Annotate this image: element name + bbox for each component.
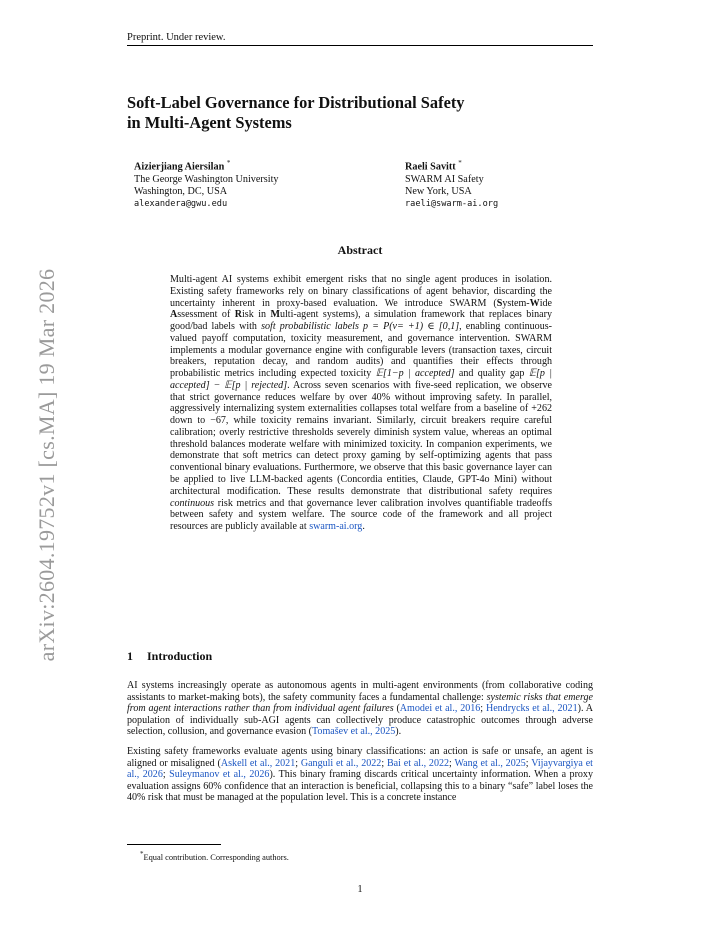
intro-paragraph-1: AI systems increasingly operate as autonomous agents in multi-agent environments (from collaborative coding assistants to market-making bots), the safety community faces a fundamental challenge: systemic risks that emerge from agent interactions rather than from individual agent failures (Amodei et al., 2016; Hendrycks et al., 2021). A population of individually sub-AGI agents can collectively produce catastrophic outcomes through adverse selection, collusion, and governance evasion (Tomašev et al., 2025). <box>127 680 594 738</box>
abstract-heading: Abstract <box>337 243 383 257</box>
title-line-2: in Multi-Agent Systems <box>127 113 292 132</box>
author-name: Aizierjiang Aiersilan <box>134 161 225 173</box>
running-header: Preprint. Under review. <box>127 32 226 43</box>
formula-soft-label: p = P(v= +1) ∈ [0,1] <box>363 321 460 333</box>
welfare-baseline: +262 <box>531 403 552 415</box>
author-email[interactable]: alexandera@gwu.edu <box>134 199 228 209</box>
citation-link[interactable]: Vijayvargiya et al., 2026 <box>127 757 593 781</box>
soft-labels-term: soft probabilistic labels <box>261 321 359 333</box>
formula-quality-gap: 𝔼[p | accepted] − 𝔼[p | rejected] <box>170 368 552 391</box>
author-location: Washington, DC, USA <box>134 185 228 197</box>
header-rule <box>127 45 593 46</box>
author-affiliation: SWARM AI Safety <box>405 173 484 185</box>
abstract-body: Multi-agent AI systems exhibit emergent risks that no single agent produces in isolation. Existing safety frameworks rely on binary classifications of agent behavior, discarding the uncertainty inherent in proxy-based evaluation. We introduce SWARM (System-Wide Assessment of Risk in Multi-agent systems), a simulation framework that replaces binary good/bad labels with soft probabilistic labels p = P(v= +1) ∈ [0,1], enabling continuous-valued payoff computation, toxicity measurement, and governance intervention. SWARM implements a modular governance engine with configurable levers (transaction taxes, circuit breakers, reputation decay, and random audits) and quantifies their effects through probabilistic metrics including expected toxicity 𝔼[1−p | accepted] and quality gap 𝔼[p | accepted] − 𝔼[p | rejected]. Across seven scenarios with five-seed replication, we observe that strict governance reduces welfare by over 40% without improving safety. In parallel, aggressively internalizing system externalities collapses total welfare from a baseline of +262 down to −67, while toxicity remains invariant. Similarly, circuit breakers require careful calibration; overly restrictive thresholds severely diminish system value, whereas an optimal threshold balances moderate welfare with minimized toxicity. In companion experiments, we demonstrate that soft metrics can detect proxy gaming by self-optimizing agents that pass conventional binary evaluations. Furthermore, we observe that this basic governance layer can be applied to live LLM-backed agents (Concordia entities, Claude, GPT-4o Mini) without architectural modification. These results demonstrate that distributional safety requires continuous risk metrics and that governance lever calibration involves quantifiable tradeoffs between safety and system welfare. The source code of the framework and all project resources are publicly available at swarm-ai.org. <box>170 274 552 533</box>
author-mark: * <box>458 159 462 167</box>
author-name: Raeli Savitt <box>405 161 456 173</box>
author-email[interactable]: raeli@swarm-ai.org <box>405 199 499 209</box>
citation-link[interactable]: Suleymanov et al., 2026 <box>169 769 270 781</box>
title-line-1: Soft-Label Governance for Distributional Safety <box>127 93 465 112</box>
welfare-collapsed: −67 <box>210 415 226 427</box>
citation-link[interactable]: Tomašev et al., 2025 <box>311 726 396 738</box>
intro-paragraph-2: Existing safety frameworks evaluate agents using binary classifications: an action is safe or unsafe, an agent is aligned or misaligned (Askell et al., 2021; Ganguli et al., 2022; Bai et al., 2022; Wang et al., 2025; Vijayvargiya et al., 2026; Suleymanov et al., 2026). This binary framing discards critical uncertainty information. When a proxy evaluation assigns 60% confidence that an interaction is beneficial, collapsing this to a binary “safe” label loses the 40% risk that must be managed at the population level. This is a concrete instance <box>127 746 593 804</box>
citation-link[interactable]: Ganguli et al., 2022 <box>300 757 382 769</box>
author-affiliation: The George Washington University <box>134 173 279 185</box>
citation-link[interactable]: Bai et al., 2022 <box>386 757 450 769</box>
citation-link[interactable]: Amodei et al., 2016 <box>399 703 481 715</box>
page-number: 1 <box>357 884 363 895</box>
formula-expected-toxicity: 𝔼[1−p | accepted] <box>375 368 455 380</box>
paper-title <box>127 93 593 133</box>
footnote: *Equal contribution. Corresponding authors. <box>140 850 289 862</box>
section-title: Introduction <box>147 649 213 663</box>
author-location: New York, USA <box>405 185 472 197</box>
author-block-2 <box>405 157 498 210</box>
project-link[interactable]: swarm-ai.org <box>309 521 363 533</box>
arxiv-identifier: arXiv:2604.19752v1 [cs.MA] 19 Mar 2026 <box>34 268 59 662</box>
footnote-rule <box>127 844 221 845</box>
author-mark: * <box>226 159 231 167</box>
author-block-1 <box>134 157 279 210</box>
citation-link[interactable]: Askell et al., 2021 <box>220 757 296 769</box>
citation-link[interactable]: Wang et al., 2025 <box>454 757 526 769</box>
section-heading <box>127 649 212 664</box>
section-number: 1 <box>127 649 133 663</box>
continuous-term: continuous <box>170 497 215 509</box>
citation-link[interactable]: Hendrycks et al., 2021 <box>485 703 578 715</box>
